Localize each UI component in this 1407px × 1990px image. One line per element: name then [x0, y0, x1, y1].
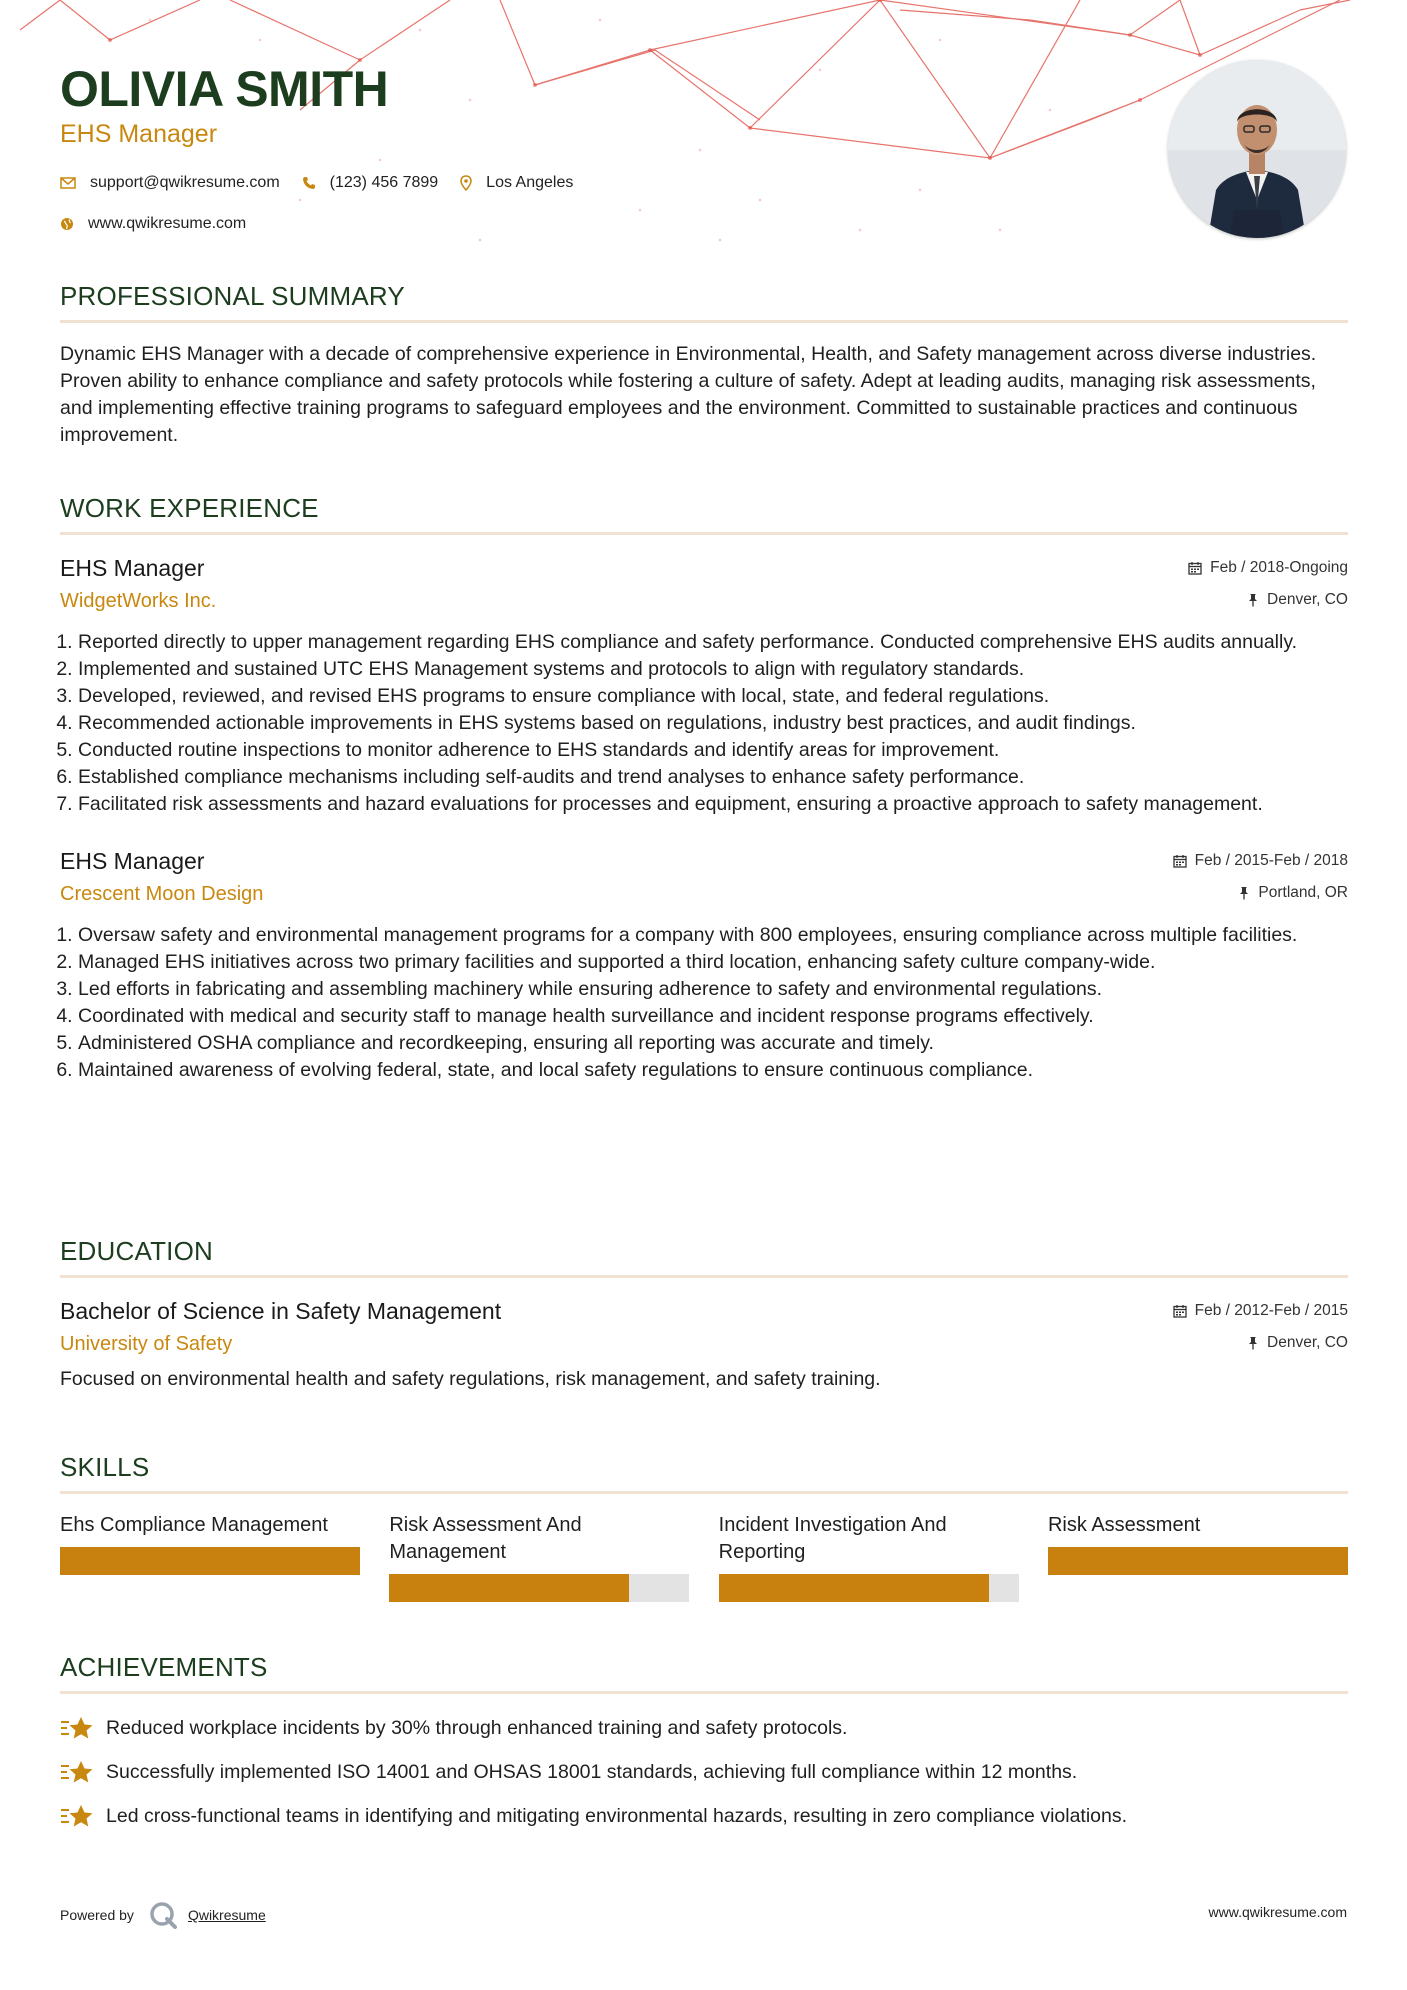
contact-row — [60, 174, 595, 192]
candidate-name: OLIVIA SMITH — [60, 61, 389, 117]
job-bullets — [60, 629, 1348, 818]
calendar-icon — [1188, 561, 1202, 575]
skill-name: Incident Investigation And Reporting — [718, 1514, 947, 1563]
phone-text: (123) 456 7899 — [329, 174, 439, 191]
skill-item — [719, 1512, 1019, 1602]
contact-email[interactable] — [60, 174, 280, 192]
achievements-heading: ACHIEVEMENTS — [60, 1652, 268, 1682]
education-description: Focused on environmental health and safety regulations, risk management, and safety training. — [60, 1368, 881, 1390]
footer-powered-by — [60, 1900, 266, 1930]
phone-icon — [302, 176, 316, 190]
skill-name: Risk Assessment — [1047, 1514, 1201, 1536]
achievement-item — [60, 1706, 1348, 1750]
job-date-text: Feb / 2015-Feb / 2018 — [1194, 852, 1348, 869]
job-bullet: 2. Implemented and sustained UTC EHS Management systems and protocols to align with regulatory standards. — [78, 656, 1348, 683]
map-pin-icon — [460, 175, 472, 191]
job-title: EHS Manager — [60, 555, 205, 581]
job-company: WidgetWorks Inc. — [60, 590, 217, 612]
website-text: www.qwikresume.com — [88, 215, 247, 232]
calendar-icon — [1173, 1304, 1187, 1318]
job-company: Crescent Moon Design — [60, 883, 264, 905]
section-divider — [60, 532, 1348, 535]
education-date — [1173, 1302, 1348, 1320]
summary-text: Dynamic EHS Manager with a decade of comprehensive experience in Environmental, Health, and Safety management across diverse industries. Proven ability to enhance compliance and safety protocols while fostering a culture of safety. Adept at leading audits, managing risk assessments, and implementing effective training programs to safeguard employees and the environment. Committed to sustainable practices and continuous improvement. — [60, 343, 1317, 446]
experience-section — [60, 490, 1348, 1084]
section-divider — [60, 1691, 1348, 1694]
achievement-item — [60, 1750, 1348, 1794]
summary-section — [60, 278, 1348, 449]
skill-level-fill — [60, 1547, 360, 1575]
job-bullet: 5. Administered OSHA compliance and recordkeeping, ensuring all reporting was accurate and timely. — [78, 1030, 1348, 1057]
skills-section — [60, 1449, 1348, 1602]
contact-website[interactable] — [60, 215, 246, 233]
star-achievement-icon — [60, 1759, 94, 1785]
skill-level-bar — [60, 1547, 360, 1575]
pushpin-icon — [1238, 886, 1250, 900]
skill-level-bar — [389, 1574, 689, 1602]
skill-item — [1048, 1512, 1348, 1602]
powered-by-label: Powered by — [60, 1907, 134, 1923]
pushpin-icon — [1247, 593, 1259, 607]
qwikresume-link[interactable]: Qwikresume — [187, 1907, 266, 1923]
achievements-list — [60, 1706, 1348, 1838]
achievement-item — [60, 1794, 1348, 1838]
skill-item — [389, 1512, 689, 1602]
skill-level-fill — [719, 1574, 989, 1602]
job-bullet: 6. Maintained awareness of evolving federal, state, and local safety regulations to ensure continuous compliance. — [78, 1057, 1348, 1084]
summary-heading: PROFESSIONAL SUMMARY — [60, 281, 405, 311]
school-name: University of Safety — [60, 1333, 233, 1355]
job-header — [60, 555, 1348, 621]
skill-level-bar — [1048, 1547, 1348, 1575]
job-title: EHS Manager — [60, 848, 205, 874]
skills-list — [60, 1512, 1348, 1602]
skill-item — [60, 1512, 360, 1602]
education-location — [1247, 1334, 1348, 1352]
job-bullet: 2. Managed EHS initiatives across two primary facilities and supported a third location, enhancing safety culture company-wide. — [78, 949, 1348, 976]
job-bullet: 3. Led efforts in fabricating and assembling machinery while ensuring adherence to safety and environmental regulations. — [78, 976, 1348, 1003]
education-entry — [60, 1298, 1348, 1393]
skill-name: Risk Assessment And Management — [389, 1514, 582, 1563]
job-bullet: 4. Coordinated with medical and security staff to manage health surveillance and incident response programs effectively. — [78, 1003, 1348, 1030]
job-header — [60, 848, 1348, 914]
job-date — [1173, 852, 1348, 870]
email-text: support@qwikresume.com — [90, 174, 280, 191]
education-heading: EDUCATION — [60, 1236, 213, 1266]
star-achievement-icon — [60, 1715, 94, 1741]
achievements-section — [60, 1649, 1348, 1838]
section-divider — [60, 1275, 1348, 1278]
star-achievement-icon — [60, 1803, 94, 1829]
job-bullet: 5. Conducted routine inspections to monitor adherence to EHS standards and identify areas for improvement. — [78, 737, 1348, 764]
globe-icon — [60, 217, 74, 231]
skill-level-fill — [1048, 1547, 1348, 1575]
job-entry — [60, 848, 1348, 1084]
experience-heading: WORK EXPERIENCE — [60, 493, 319, 523]
achievement-text: Successfully implemented ISO 14001 and OHSAS 18001 standards, achieving full compliance within 12 months. — [106, 1760, 1078, 1783]
pushpin-icon — [1247, 1336, 1259, 1350]
contact-phone[interactable] — [302, 174, 439, 192]
education-header — [60, 1298, 1348, 1364]
envelope-icon — [60, 177, 76, 189]
education-date-text: Feb / 2012-Feb / 2015 — [1194, 1302, 1348, 1319]
location-text: Los Angeles — [486, 174, 574, 191]
job-date — [1188, 559, 1348, 577]
job-location — [1238, 884, 1348, 902]
achievement-text: Led cross-functional teams in identifying and mitigating environmental hazards, resulting in zero compliance violations. — [106, 1804, 1128, 1827]
degree-title: Bachelor of Science in Safety Management — [60, 1298, 502, 1324]
education-section — [60, 1233, 1348, 1393]
job-bullet: 6. Established compliance mechanisms including self-audits and trend analyses to enhance safety performance. — [78, 764, 1348, 791]
achievement-text: Reduced workplace incidents by 30% through enhanced training and safety protocols. — [106, 1716, 848, 1739]
section-divider — [60, 1491, 1348, 1494]
education-location-text: Denver, CO — [1267, 1334, 1348, 1351]
job-bullet: 4. Recommended actionable improvements in EHS systems based on regulations, industry best practices, and audit findings. — [78, 710, 1348, 737]
job-location-text: Portland, OR — [1258, 884, 1348, 901]
job-date-text: Feb / 2018-Ongoing — [1210, 559, 1348, 576]
job-bullet: 3. Developed, reviewed, and revised EHS programs to ensure compliance with local, state, and federal regulations. — [78, 683, 1348, 710]
skill-name: Ehs Compliance Management — [60, 1514, 328, 1536]
skill-level-fill — [389, 1574, 629, 1602]
qwikresume-logo-icon — [148, 1900, 178, 1930]
job-bullet: 1. Reported directly to upper management regarding EHS compliance and safety performance. Conducted comprehensive EHS audits annually. — [78, 629, 1348, 656]
section-divider — [60, 320, 1348, 323]
job-bullets — [60, 922, 1348, 1084]
footer-website[interactable]: www.qwikresume.com — [1208, 1904, 1347, 1920]
skills-heading: SKILLS — [60, 1452, 150, 1482]
contact-row-2 — [60, 215, 268, 233]
profile-photo — [1168, 60, 1346, 238]
profile-photo-illustration — [1168, 60, 1346, 238]
job-bullet: 1. Oversaw safety and environmental management programs for a company with 800 employees, ensuring compliance across multiple facilities. — [78, 922, 1348, 949]
contact-location — [460, 174, 573, 192]
candidate-title: EHS Manager — [60, 120, 218, 148]
job-location — [1247, 591, 1348, 609]
calendar-icon — [1173, 854, 1187, 868]
job-location-text: Denver, CO — [1267, 591, 1348, 608]
skill-level-bar — [719, 1574, 1019, 1602]
job-bullet: 7. Facilitated risk assessments and hazard evaluations for processes and equipment, ensuring a proactive approach to safety management. — [78, 791, 1348, 818]
job-entry — [60, 555, 1348, 818]
